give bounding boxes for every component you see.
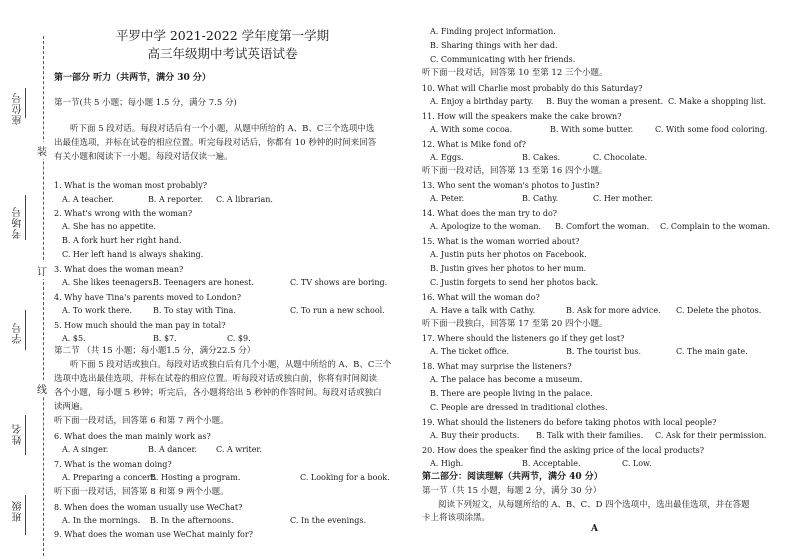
part2-sec1-title: 第一节（共 15 小题，每题 2 分，满分 30 分） <box>422 486 602 496</box>
q10-option-b: B. Buy the woman a present. <box>546 97 664 106</box>
q3-option-c: C. TV shows are boring. <box>290 278 388 287</box>
q8-option-a: A. In the mornings. <box>62 516 141 525</box>
student-no-label: 学号 <box>13 322 24 344</box>
q5-option-b: B. $7. <box>153 334 177 343</box>
q11-option-b: B. With some butter. <box>550 125 634 134</box>
q4-option-c: C. To run a new school. <box>290 306 385 315</box>
q4-option-a: A. To work there. <box>62 306 133 315</box>
q1-option-a: A. A teacher. <box>62 195 114 204</box>
q18-option-c: C. People are dressed in traditional clothes. <box>430 403 608 412</box>
question-13: 13. Who sent the woman's photos to Justin? <box>422 181 600 190</box>
dialogue-10-12-instruction: 听下面一段对话，回答第 10 至第 12 三个小题。 <box>422 68 608 78</box>
binding-dashed-line <box>43 36 44 556</box>
q15-option-a: A. Justin puts her photos on Facebook. <box>430 250 587 259</box>
question-20: 20. How does the speaker find the asking price of the local products? <box>422 446 705 455</box>
q9-option-c: C. Communicating with her friends. <box>430 55 576 64</box>
q14-option-b: B. Comfort the woman. <box>555 222 650 231</box>
question-4: 4. Why have Tina's parents moved to London? <box>54 293 242 302</box>
q13-option-b: B. Cathy. <box>522 194 559 203</box>
question-14: 14. What does the man try to do? <box>422 209 558 218</box>
question-2: 2. What's wrong with the woman? <box>54 209 193 218</box>
question-6: 6. What does the man mainly work as? <box>54 432 211 441</box>
q13-option-a: A. Peter. <box>430 194 465 203</box>
question-12: 12. What is Mike fond of? <box>422 140 526 149</box>
part2-intro-1: 阅读下列短文，从每题所给的 A、B、C、D 四个选项中，选出最佳选项，并在答题 <box>438 500 750 510</box>
sec2-intro-4: 读两遍。 <box>54 402 89 412</box>
q12-option-a: A. Eggs. <box>430 153 464 162</box>
q1-option-c: C. A librarian. <box>216 195 273 204</box>
q4-option-b: B. To stay with Tina. <box>153 306 236 315</box>
q15-option-b: B. Justin gives her photos to her mum. <box>430 264 587 273</box>
question-1: 1. What is the woman most probably? <box>54 181 208 190</box>
q1-option-b: B. A reporter. <box>148 195 204 204</box>
q12-option-b: B. Cakes. <box>522 153 561 162</box>
sec2-intro-3: 各个小题，每小题 5 秒钟；听完后，各小题将给出 5 秒钟的作答时间。每段对话或独白 <box>54 388 382 398</box>
q17-option-a: A. The ticket office. <box>430 347 510 356</box>
sec2-intro-1: 听下面 5 段对话或独白。每段对话或独白后有几个小题，从题中所给的 A、B、C三个 <box>70 360 392 370</box>
class-label: 班级 <box>13 500 24 522</box>
q5-option-c: C. $9. <box>227 334 251 343</box>
q20-option-b: B. Acceptable. <box>522 459 581 468</box>
exam-room-label: 考场号 <box>13 206 24 239</box>
q20-option-c: C. Low. <box>622 459 652 468</box>
binding-mark-zhuang: 装 <box>37 142 47 159</box>
class-line <box>25 495 26 535</box>
binding-mark-xian: 线 <box>37 380 47 397</box>
part2-intro-2: 卡上将该项涂黑。 <box>422 513 491 523</box>
question-8: 8. When does the woman usually use WeChat? <box>54 503 243 512</box>
question-9: 9. What does the woman use WeChat mainly for? <box>54 530 253 539</box>
q17-option-b: B. The tourist bus. <box>566 347 642 356</box>
q7-option-b: B. Hosting a program. <box>150 473 241 482</box>
seat-no-label: 座位号 <box>13 92 24 125</box>
student-no-line <box>25 310 26 350</box>
exam-subtitle: 高三年级期中考试英语试卷 <box>147 46 298 61</box>
question-17: 17. Where should the listeners go if they get lost? <box>422 334 625 343</box>
exam-room-line <box>25 195 26 240</box>
q3-option-b: B. Teenagers are honest. <box>153 278 254 287</box>
q6-option-a: A. A singer. <box>62 445 109 454</box>
q15-option-c: C. Justin forgets to send her photos back. <box>430 278 599 287</box>
q16-option-a: A. Have a talk with Cathy. <box>430 306 536 315</box>
q8-option-b: B. In the afternoons. <box>150 516 234 525</box>
passage-a-heading: A <box>591 524 598 534</box>
question-7: 7. What is the woman doing? <box>54 460 172 469</box>
question-11: 11. How will the speakers make the cake brown? <box>422 112 622 121</box>
q18-option-a: A. The palace has become a museum. <box>430 375 583 384</box>
q17-option-c: C. The main gate. <box>676 347 748 356</box>
sec2-intro-2: 选项中选出最佳选项，并标在试卷的相应位置。听每段对话或独白前，你将有时间阅读 <box>54 374 378 384</box>
name-line <box>25 415 26 455</box>
sec1-intro-3: 有关小题和阅读下一小题。每段对话仅读一遍。 <box>54 152 233 162</box>
q6-option-b: B. A dancer. <box>148 445 198 454</box>
sec1-intro-2: 出最佳选项，并标在试卷的相应位置。听完每段对话后，你都有 10 秒钟的时间来回答 <box>54 138 377 148</box>
q13-option-c: C. Her mother. <box>593 194 653 203</box>
dialogue-6-7-instruction: 听下面一段对话，回答第 6 和第 7 两个小题。 <box>54 416 229 426</box>
part1-title: 第一部分 听力（共两节，满分 30 分） <box>54 73 211 83</box>
sec1-intro-1: 听下面 5 段对话。每段对话后有一个小题，从题中所给的 A、B、C三个选项中选 <box>70 124 375 134</box>
question-3: 3. What does the woman mean? <box>54 265 184 274</box>
question-5: 5. How much should the man pay in total? <box>54 321 226 330</box>
q7-option-a: A. Preparing a concert. <box>62 473 157 482</box>
sec1-title: 第一节(共 5 小题；每小题 1.5 分，满分 7.5 分) <box>54 98 237 108</box>
q12-option-c: C. Chocolate. <box>593 153 648 162</box>
q14-option-a: A. Apologize to the woman. <box>430 222 542 231</box>
question-18: 18. What may surprise the listeners? <box>422 362 572 371</box>
question-19: 19. What should the listeners do before taking photos with local people? <box>422 418 717 427</box>
q2-option-b: B. A fork hurt her right hand. <box>62 236 182 245</box>
monologue-17-20-instruction: 听下面一段独白，回答第 17 至第 20 四个小题。 <box>422 319 608 329</box>
seat-no-line <box>25 88 26 118</box>
part2-title: 第二部分：阅读理解（共两节，满分 40 分） <box>422 472 603 482</box>
q2-option-a: A. She has no appetite. <box>62 222 156 231</box>
question-10: 10. What will Charlie most probably do this Saturday? <box>422 84 643 93</box>
q9-option-b: B. Sharing things with her dad. <box>430 41 558 50</box>
q14-option-c: C. Complain to the woman. <box>660 222 771 231</box>
q18-option-b: B. There are people living in the palace. <box>430 389 593 398</box>
q16-option-b: B. Ask for more advice. <box>566 306 661 315</box>
dialogue-8-9-instruction: 听下面一段对话，回答第 8 和第 9 两个小题。 <box>54 487 229 497</box>
q7-option-c: C. Looking for a book. <box>300 473 390 482</box>
q19-option-b: B. Talk with their families. <box>536 431 644 440</box>
binding-mark-ding: 订 <box>37 262 47 279</box>
q3-option-a: A. She likes teenagers. <box>62 278 156 287</box>
q6-option-c: C. A writer. <box>216 445 262 454</box>
q16-option-c: C. Delete the photos. <box>676 306 762 315</box>
exam-title: 平罗中学 2021-2022 学年度第一学期 <box>115 28 330 43</box>
question-15: 15. What is the woman worried about? <box>422 237 580 246</box>
q2-option-c: C. Her left hand is always shaking. <box>62 250 204 259</box>
q20-option-a: A. High. <box>430 459 464 468</box>
dialogue-13-16-instruction: 听下面一段对话，回答第 13 至第 16 四个小题。 <box>422 166 608 176</box>
q5-option-a: A. $5. <box>62 334 86 343</box>
q9-option-a: A. Finding project information. <box>430 27 556 36</box>
q10-option-c: C. Make a shopping list. <box>668 97 766 106</box>
q11-option-a: A. With some cocoa. <box>430 125 513 134</box>
name-label: 姓名 <box>13 423 24 445</box>
sec2-title: 第二节 （共 15 小题；每小题1.5 分，满分22.5 分） <box>54 346 256 356</box>
question-16: 16. What will the woman do? <box>422 293 540 302</box>
q19-option-a: A. Buy their products. <box>430 431 520 440</box>
q11-option-c: C. With some food coloring. <box>655 125 768 134</box>
q19-option-c: C. Ask for their permission. <box>655 431 767 440</box>
q8-option-c: C. In the evenings. <box>290 516 367 525</box>
q10-option-a: A. Enjoy a birthday party. <box>430 97 534 106</box>
